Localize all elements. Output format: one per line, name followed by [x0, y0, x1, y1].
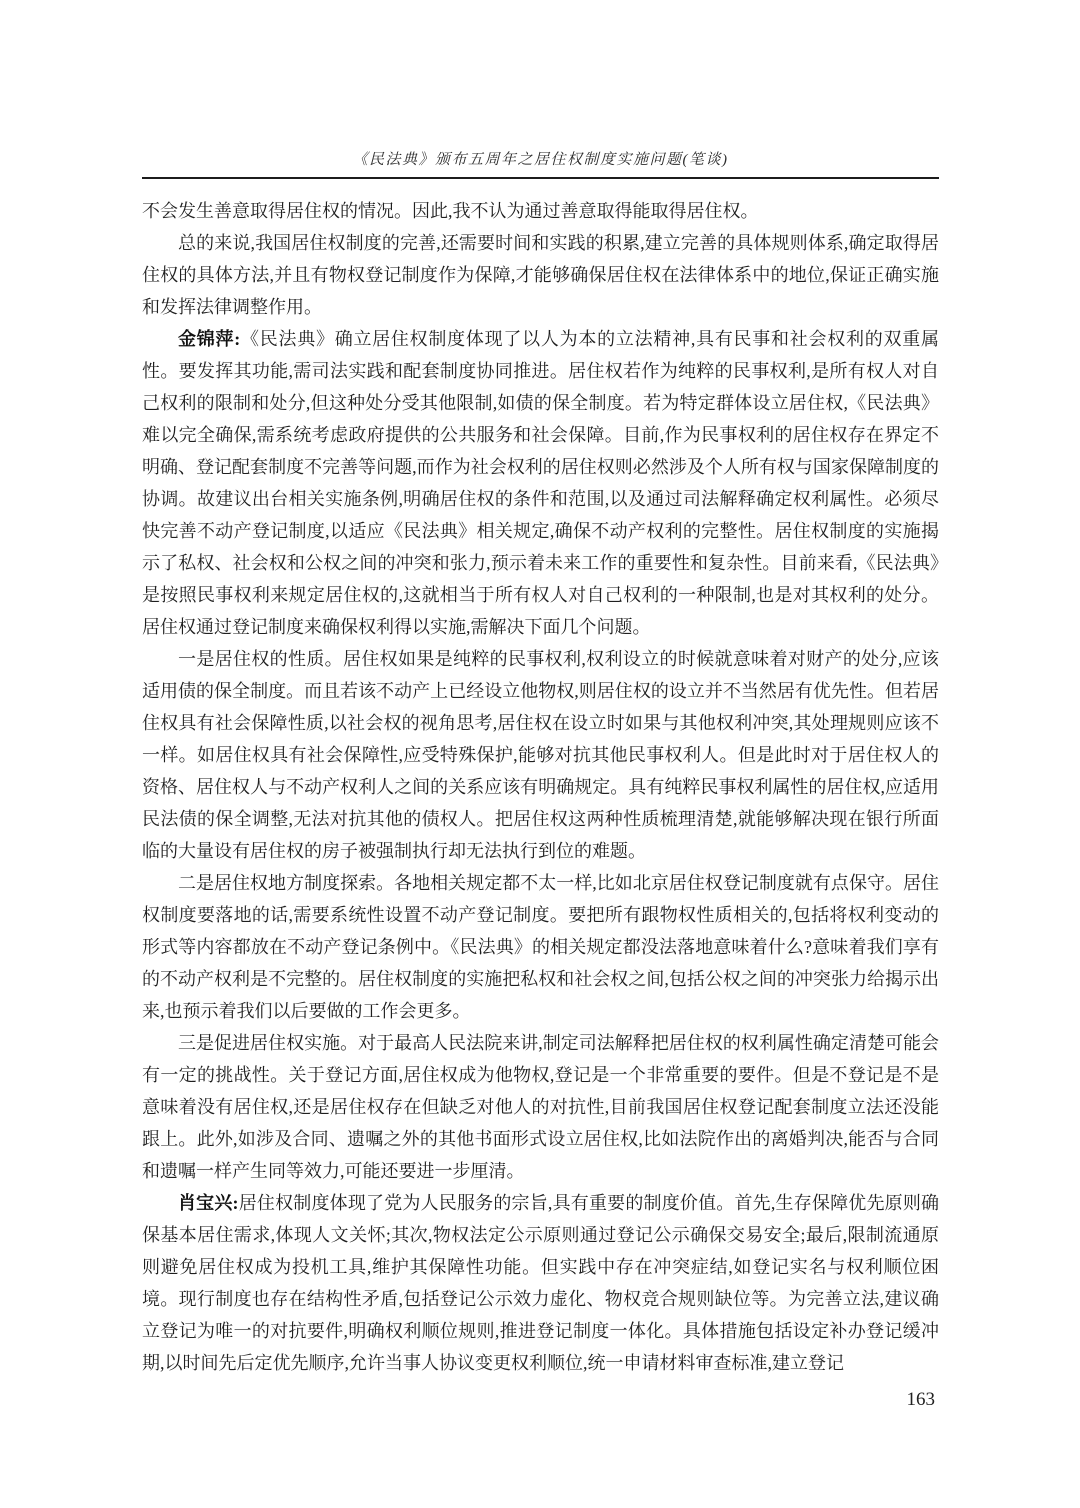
paragraph-text: 居住权制度体现了党为人民服务的宗旨,具有重要的制度价值。首先,生存保障优先原则确保基本居住需求,体现人文关怀;其次,物权法定公示原则通过登记公示确保交易安全;最后,限制流通原则避免居住权成为投机工具,维护其保障性功能。但实践中存在冲突症结,如登记实名与权利顺位困境。现行制度也存在结构性矛盾,包括登记公示效力虚化、物权竞合规则缺位等。为完善立法,建议确立登记为唯一的对抗要件,明确权利顺位规则,推进登记制度一体化。具体措施包括设定补办登记缓冲期,以时间先后定优先顺序,允许当事人协议变更权利顺位,统一申请材料审查标准,建立登记: [142, 1193, 940, 1373]
paragraph: [142, 643, 939, 867]
paragraph: [142, 195, 939, 227]
paragraph-text: 《民法典》确立居住权制度体现了以人为本的立法精神,具有民事和社会权利的双重属性。要发挥其功能,需司法实践和配套制度协同推进。居住权若作为纯粹的民事权利,是所有权人对自己权利的限制和处分,但这种处分受其他限制,如债的保全制度。若为特定群体设立居住权,《民法典》难以完全确保,需系统考虑政府提供的公共服务和社会保障。目前,作为民事权利的居住权存在界定不明确、登记配套制度不完善等问题,而作为社会权利的居住权则必然涉及个人所有权与国家保障制度的协调。故建议出台相关实施条例,明确居住权的条件和范围,以及通过司法解释确定权利属性。必须尽快完善不动产登记制度,以适应《民法典》相关规定,确保不动产权利的完整性。居住权制度的实施揭示了私权、社会权和公权之间的冲突和张力,预示着未来工作的重要性和复杂性。目前来看,《民法典》是按照民事权利来规定居住权的,这就相当于所有权人对自己权利的一种限制,也是对其权利的处分。居住权通过登记制度来确保权利得以实施,需解决下面几个问题。: [142, 329, 939, 637]
paragraph: [142, 227, 939, 323]
paragraph: [142, 1027, 939, 1187]
paragraph-text: 总的来说,我国居住权制度的完善,还需要时间和实践的积累,建立完善的具体规则体系,确定取得居住权的具体方法,并且有物权登记制度作为保障,才能够确保居住权在法律体系中的地位,保证正确实施和发挥法律调整作用。: [142, 233, 939, 317]
paragraph-text: 二是居住权地方制度探索。各地相关规定都不太一样,比如北京居住权登记制度就有点保守。居住权制度要落地的话,需要系统性设置不动产登记制度。要把所有跟物权性质相关的,包括将权利变动的形式等内容都放在不动产登记条例中。《民法典》的相关规定都没法落地意味着什么?意味着我们享有的不动产权利是不完整的。居住权制度的实施把私权和社会权之间,包括公权之间的冲突张力给揭示出来,也预示着我们以后要做的工作会更多。: [142, 873, 939, 1021]
running-head-title: 《民法典》颁布五周年之居住权制度实施问题(笔谈): [352, 152, 729, 168]
paragraph-text: 不会发生善意取得居住权的情况。因此,我不认为通过善意取得能取得居住权。: [142, 201, 759, 221]
speaker-name: 肖宝兴:: [178, 1193, 239, 1213]
paragraph-text: 三是促进居住权实施。对于最高人民法院来讲,制定司法解释把居住权的权利属性确定清楚可能会有一定的挑战性。关于登记方面,居住权成为他物权,登记是一个非常重要的要件。但是不登记是不是意味着没有居住权,还是居住权存在但缺乏对他人的对抗性,目前我国居住权登记配套制度立法还没能跟上。此外,如涉及合同、遗嘱之外的其他书面形式设立居住权,比如法院作出的离婚判决,能否与合同和遗嘱一样产生同等效力,可能还要进一步厘清。: [142, 1033, 939, 1181]
paragraph: [142, 1187, 939, 1379]
speaker-name: 金锦萍:: [178, 329, 241, 349]
page-number: 163: [906, 1389, 935, 1410]
paragraph-text: 一是居住权的性质。居住权如果是纯粹的民事权利,权利设立的时候就意味着对财产的处分,应该适用债的保全制度。而且若该不动产上已经设立他物权,则居住权的设立并不当然居有优先性。但若居住权具有社会保障性质,以社会权的视角思考,居住权在设立时如果与其他权利冲突,其处理规则应该不一样。如居住权具有社会保障性,应受特殊保护,能够对抗其他民事权利人。但是此时对于居住权人的资格、居住权人与不动产权利人之间的关系应该有明确规定。具有纯粹民事权利属性的居住权,应适用民法债的保全调整,无法对抗其他的债权人。把居住权这两种性质梳理清楚,就能够解决现在银行所面临的大量设有居住权的房子被强制执行却无法执行到位的难题。: [142, 649, 939, 861]
article-body: [142, 195, 939, 1379]
header-rule-divider: [142, 177, 939, 179]
paragraph: [142, 323, 939, 643]
paragraph: [142, 867, 939, 1027]
